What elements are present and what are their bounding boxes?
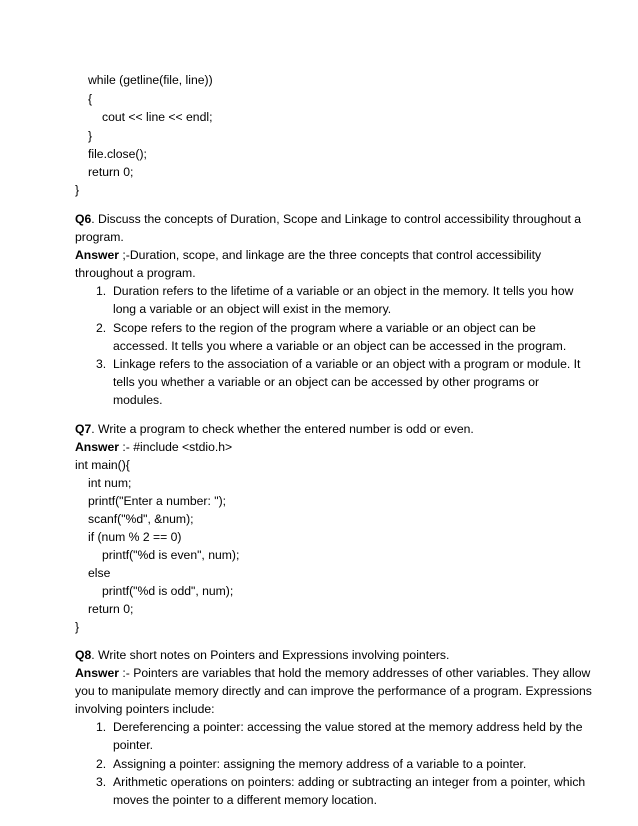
question-text: . Discuss the concepts of Duration, Scope and Linkage to control accessibility throughout a (91, 212, 582, 226)
list-number: 1. (96, 720, 107, 734)
question-label: Q8 (75, 648, 92, 662)
answer-text: :- Pointers are variables that hold the memory addresses of other variables. They allow (119, 666, 591, 680)
answer-text: ;-Duration, scope, and linkage are the three concepts that control accessibility (119, 248, 542, 262)
answer-q7 (75, 439, 232, 456)
list-item-text: long a variable or an object will exist in the memory. (113, 302, 392, 316)
list-item-text: pointer. (113, 738, 153, 752)
code-line: file.close(); (88, 147, 147, 161)
answer-label: Answer (75, 666, 120, 680)
question-label: Q6 (75, 212, 92, 226)
code-line: printf("%d is even", num); (102, 548, 240, 562)
list-number: 2. (96, 757, 107, 771)
list-item-text: accessed. It tells you where a variable or an object can be accessed in the program. (113, 339, 567, 353)
code-line: printf("Enter a number: "); (88, 494, 227, 508)
answer-text: throughout a program. (75, 266, 196, 280)
question-q7 (75, 421, 474, 438)
question-q6 (75, 211, 581, 228)
question-text: . Write short notes on Pointers and Expressions involving pointers. (91, 648, 450, 662)
code-line: while (getline(file, line)) (88, 73, 213, 87)
code-line: int main(){ (75, 458, 130, 472)
code-line: } (75, 183, 80, 197)
code-line: } (88, 129, 93, 143)
answer-text: you to manipulate memory directly and can improve the performance of a program. Expressions (75, 684, 592, 698)
code-line: scanf("%d", &num); (88, 512, 194, 526)
code-line: int num; (88, 476, 132, 490)
question-label: Q7 (75, 422, 92, 436)
question-text: program. (75, 230, 124, 244)
answer-q6 (75, 247, 541, 264)
list-item-text: Dereferencing a pointer: accessing the value stored at the memory address held by the (113, 720, 583, 734)
list-item-text: Arithmetic operations on pointers: adding or subtracting an integer from a pointer, which (113, 775, 586, 789)
list-item-text: Duration refers to the lifetime of a variable or an object in the memory. It tells you how (113, 284, 574, 298)
code-line: printf("%d is odd", num); (102, 584, 234, 598)
list-item-text: modules. (113, 393, 163, 407)
list-item-text: Linkage refers to the association of a variable or an object with a program or module. It (113, 357, 581, 371)
list-number: 1. (96, 284, 107, 298)
question-q8 (75, 647, 449, 664)
answer-q8 (75, 665, 590, 682)
code-line: } (75, 620, 80, 634)
list-number: 3. (96, 775, 107, 789)
answer-text: involving pointers include: (75, 702, 215, 716)
code-line: else (88, 566, 111, 580)
code-line: { (88, 92, 93, 106)
code-line: return 0; (88, 165, 134, 179)
code-line: return 0; (88, 602, 134, 616)
question-text: . Write a program to check whether the entered number is odd or even. (91, 422, 474, 436)
code-line: if (num % 2 == 0) (88, 530, 182, 544)
list-item-text: tells you whether a variable or an object can be accessed by other programs or (113, 375, 540, 389)
list-number: 3. (96, 357, 107, 371)
answer-text: :- #include <stdio.h> (119, 440, 233, 454)
list-item-text: moves the pointer to a different memory location. (113, 793, 377, 807)
list-item-text: Assigning a pointer: assigning the memory address of a variable to a pointer. (113, 757, 527, 771)
list-number: 2. (96, 321, 107, 335)
code-line: cout << line << endl; (102, 110, 213, 124)
list-item-text: Scope refers to the region of the program where a variable or an object can be (113, 321, 536, 335)
answer-label: Answer (75, 440, 120, 454)
answer-label: Answer (75, 248, 120, 262)
